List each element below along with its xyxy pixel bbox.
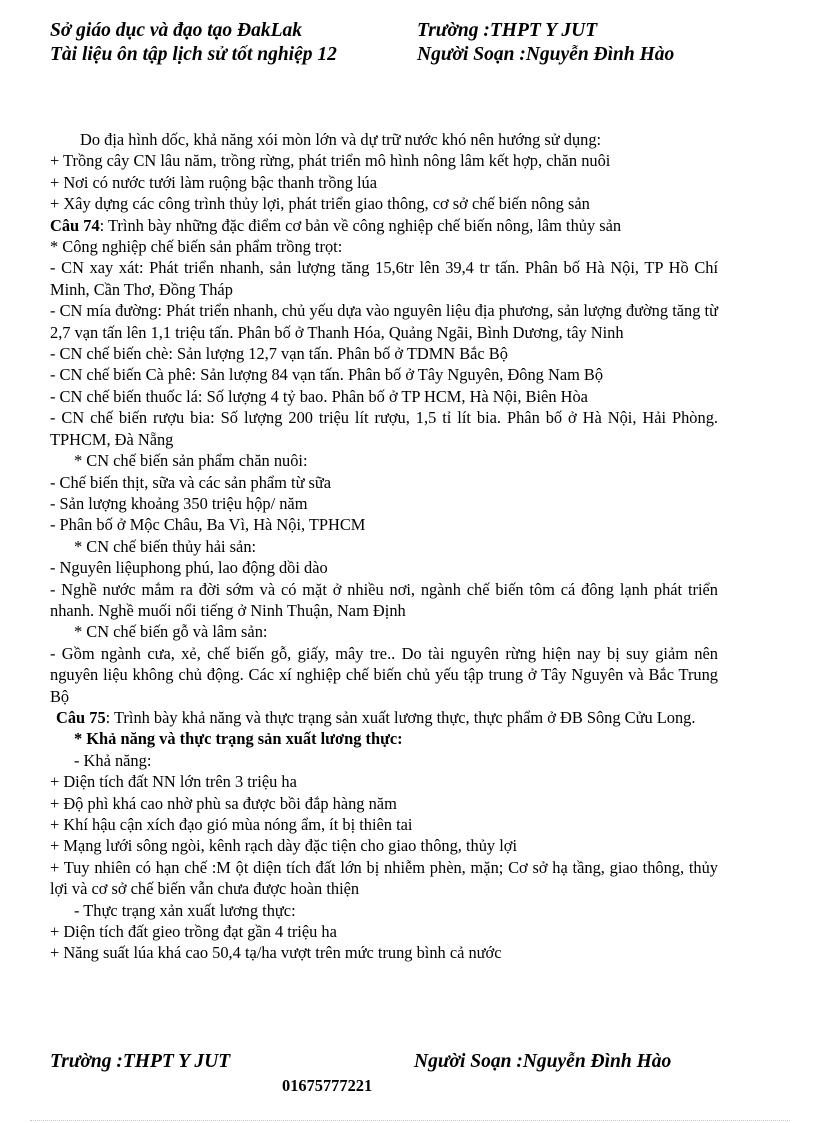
question-text: : Trình bày những đặc điểm cơ bản về công nghiệp chế biến nông, lâm thủy sản — [99, 215, 622, 235]
paragraph: - CN chế biến chè: Sản lượng 12,7 vạn tấn. Phân bố ở TDMN Bắc Bộ — [50, 344, 508, 364]
header-document-title: Tài liệu ôn tập lịch sử tốt nghiệp 12 — [50, 44, 337, 65]
paragraph: Do địa hình dốc, khả năng xói mòn lớn và dự trữ nước khó nên hướng sử dụng: — [80, 130, 602, 149]
page-bottom-divider — [30, 1120, 790, 1121]
section-heading: * Khả năng và thực trạng sản xuất lương thực: — [74, 729, 403, 749]
section-heading: * CN chế biến thủy hải sản: — [74, 536, 257, 556]
paragraph: - Chế biến thịt, sữa và các sản phẩm từ sữa — [50, 472, 332, 492]
paragraph: + Mạng lưới sông ngòi, kênh rạch dày đặc tiện cho giao thông, thủy lợi — [50, 836, 517, 856]
paragraph: + Năng suất lúa khá cao 50,4 tạ/ha vượt trên mức trung bình cả nước — [50, 943, 502, 963]
footer-school: Trường :THPT Y JUT — [50, 1051, 231, 1072]
paragraph: - Phân bố ở Mộc Châu, Ba Vì, Hà Nội, TPHCM — [50, 515, 366, 535]
paragraph: - Gồm ngành cưa, xẻ, chế biến gỗ, giấy, mây tre.. Do tài nguyên rừng hiện nay bị suy giảm nên nguyên liệu không chủ động. Các xí nghiệp chế biến chủ yếu tập trung ở Tây Nguyên và Bắc Trung Bộ — [50, 643, 718, 706]
paragraph: - CN chế biến thuốc lá: Số lượng 4 tỷ bao. Phân bố ở TP HCM, Hà Nội, Biên Hòa — [50, 386, 588, 406]
paragraph: + Diện tích đất gieo trồng đạt gần 4 triệu ha — [50, 922, 337, 942]
paragraph: - CN xay xát: Phát triển nhanh, sản lượng tăng 15,6tr lên 39,4 tr tấn. Phân bố Hà Nội, TP Hồ Chí Minh, Cần Thơ, Đồng Tháp — [50, 258, 718, 299]
footer-phone: 01675777221 — [282, 1076, 373, 1095]
section-heading: * CN chế biến sản phẩm chăn nuôi: — [74, 451, 308, 471]
header-line-1 — [50, 19, 598, 42]
paragraph: - CN mía đường: Phát triển nhanh, chủ yếu dựa vào nguyên liệu địa phương, sản lượng đường tăng từ 2,7 vạn tấn lên 1,1 triệu tấn. Phân bố ở Thanh Hóa, Quảng Ngãi, Bình Dương, tây Ninh — [50, 301, 718, 342]
paragraph: + Diện tích đất NN lớn trên 3 triệu ha — [50, 772, 297, 792]
question-75 — [50, 707, 718, 728]
paragraph: - CN chế biến rượu bia: Số lượng 200 triệu lít rượu, 1,5 tỉ lít bia. Phân bố ở Hà Nội, Hải Phòng. TPHCM, Đà Nẵng — [50, 408, 718, 449]
question-label: Câu 74 — [50, 215, 100, 235]
header-school: Trường :THPT Y JUT — [417, 20, 598, 41]
question-74 — [50, 215, 718, 236]
paragraph: - Sản lượng khoảng 350 triệu hộp/ năm — [50, 493, 308, 513]
paragraph: + Tuy nhiên có hạn chế :M ột diện tích đất lớn bị nhiễm phèn, mặn; Cơ sở hạ tầng, giao thông, thủy lợi và cơ sở chế biến vẫn chưa được hoàn thiện — [50, 857, 718, 899]
paragraph: - Nguyên liệuphong phú, lao động dồi dào — [50, 558, 328, 578]
paragraph: - Nghề nước mắm ra đời sớm và có mặt ở nhiều nơi, ngành chế biến tôm cá đông lạnh phát triển nhanh. Nghề muối nổi tiếng ở Ninh Thuận, Nam Định — [50, 579, 718, 620]
question-text: : Trình bày khả năng và thực trạng sản xuất lương thực, thực phẩm ở ĐB Sông Cửu Long. — [105, 707, 696, 727]
paragraph: + Xây dựng các công trình thủy lợi, phát triển giao thông, cơ sở chế biến nông sản — [50, 194, 590, 214]
paragraph: + Độ phì khá cao nhờ phù sa được bồi đắp hàng năm — [50, 793, 397, 813]
section-heading: * CN chế biến gỗ và lâm sản: — [74, 622, 268, 642]
paragraph: + Nơi có nước tưới làm ruộng bậc thanh trồng lúa — [50, 172, 378, 192]
header-author: Người Soạn :Nguyễn Đình Hào — [417, 44, 675, 65]
section-heading: * Công nghiệp chế biến sản phẩm trồng trọt: — [50, 237, 343, 257]
header-line-2 — [50, 43, 675, 66]
footer-line — [50, 1050, 672, 1073]
subheading: - Thực trạng xản xuất lương thực: — [74, 900, 296, 920]
paragraph: - CN chế biến Cà phê: Sản lượng 84 vạn tấn. Phân bố ở Tây Nguyên, Đông Nam Bộ — [50, 365, 604, 385]
subheading: - Khả năng: — [74, 750, 152, 770]
footer-author: Người Soạn :Nguyễn Đình Hào — [414, 1051, 672, 1072]
paragraph: + Trồng cây CN lâu năm, trồng rừng, phát triển mô hình nông lâm kết hợp, chăn nuôi — [50, 151, 611, 171]
question-label: Câu 75 — [56, 707, 106, 727]
document-body — [50, 129, 718, 964]
paragraph: + Khí hậu cận xích đạo gió mùa nóng ẩm, ít bị thiên tai — [50, 815, 413, 834]
header-department: Sở giáo dục và đạo tạo ĐakLak — [50, 20, 303, 41]
